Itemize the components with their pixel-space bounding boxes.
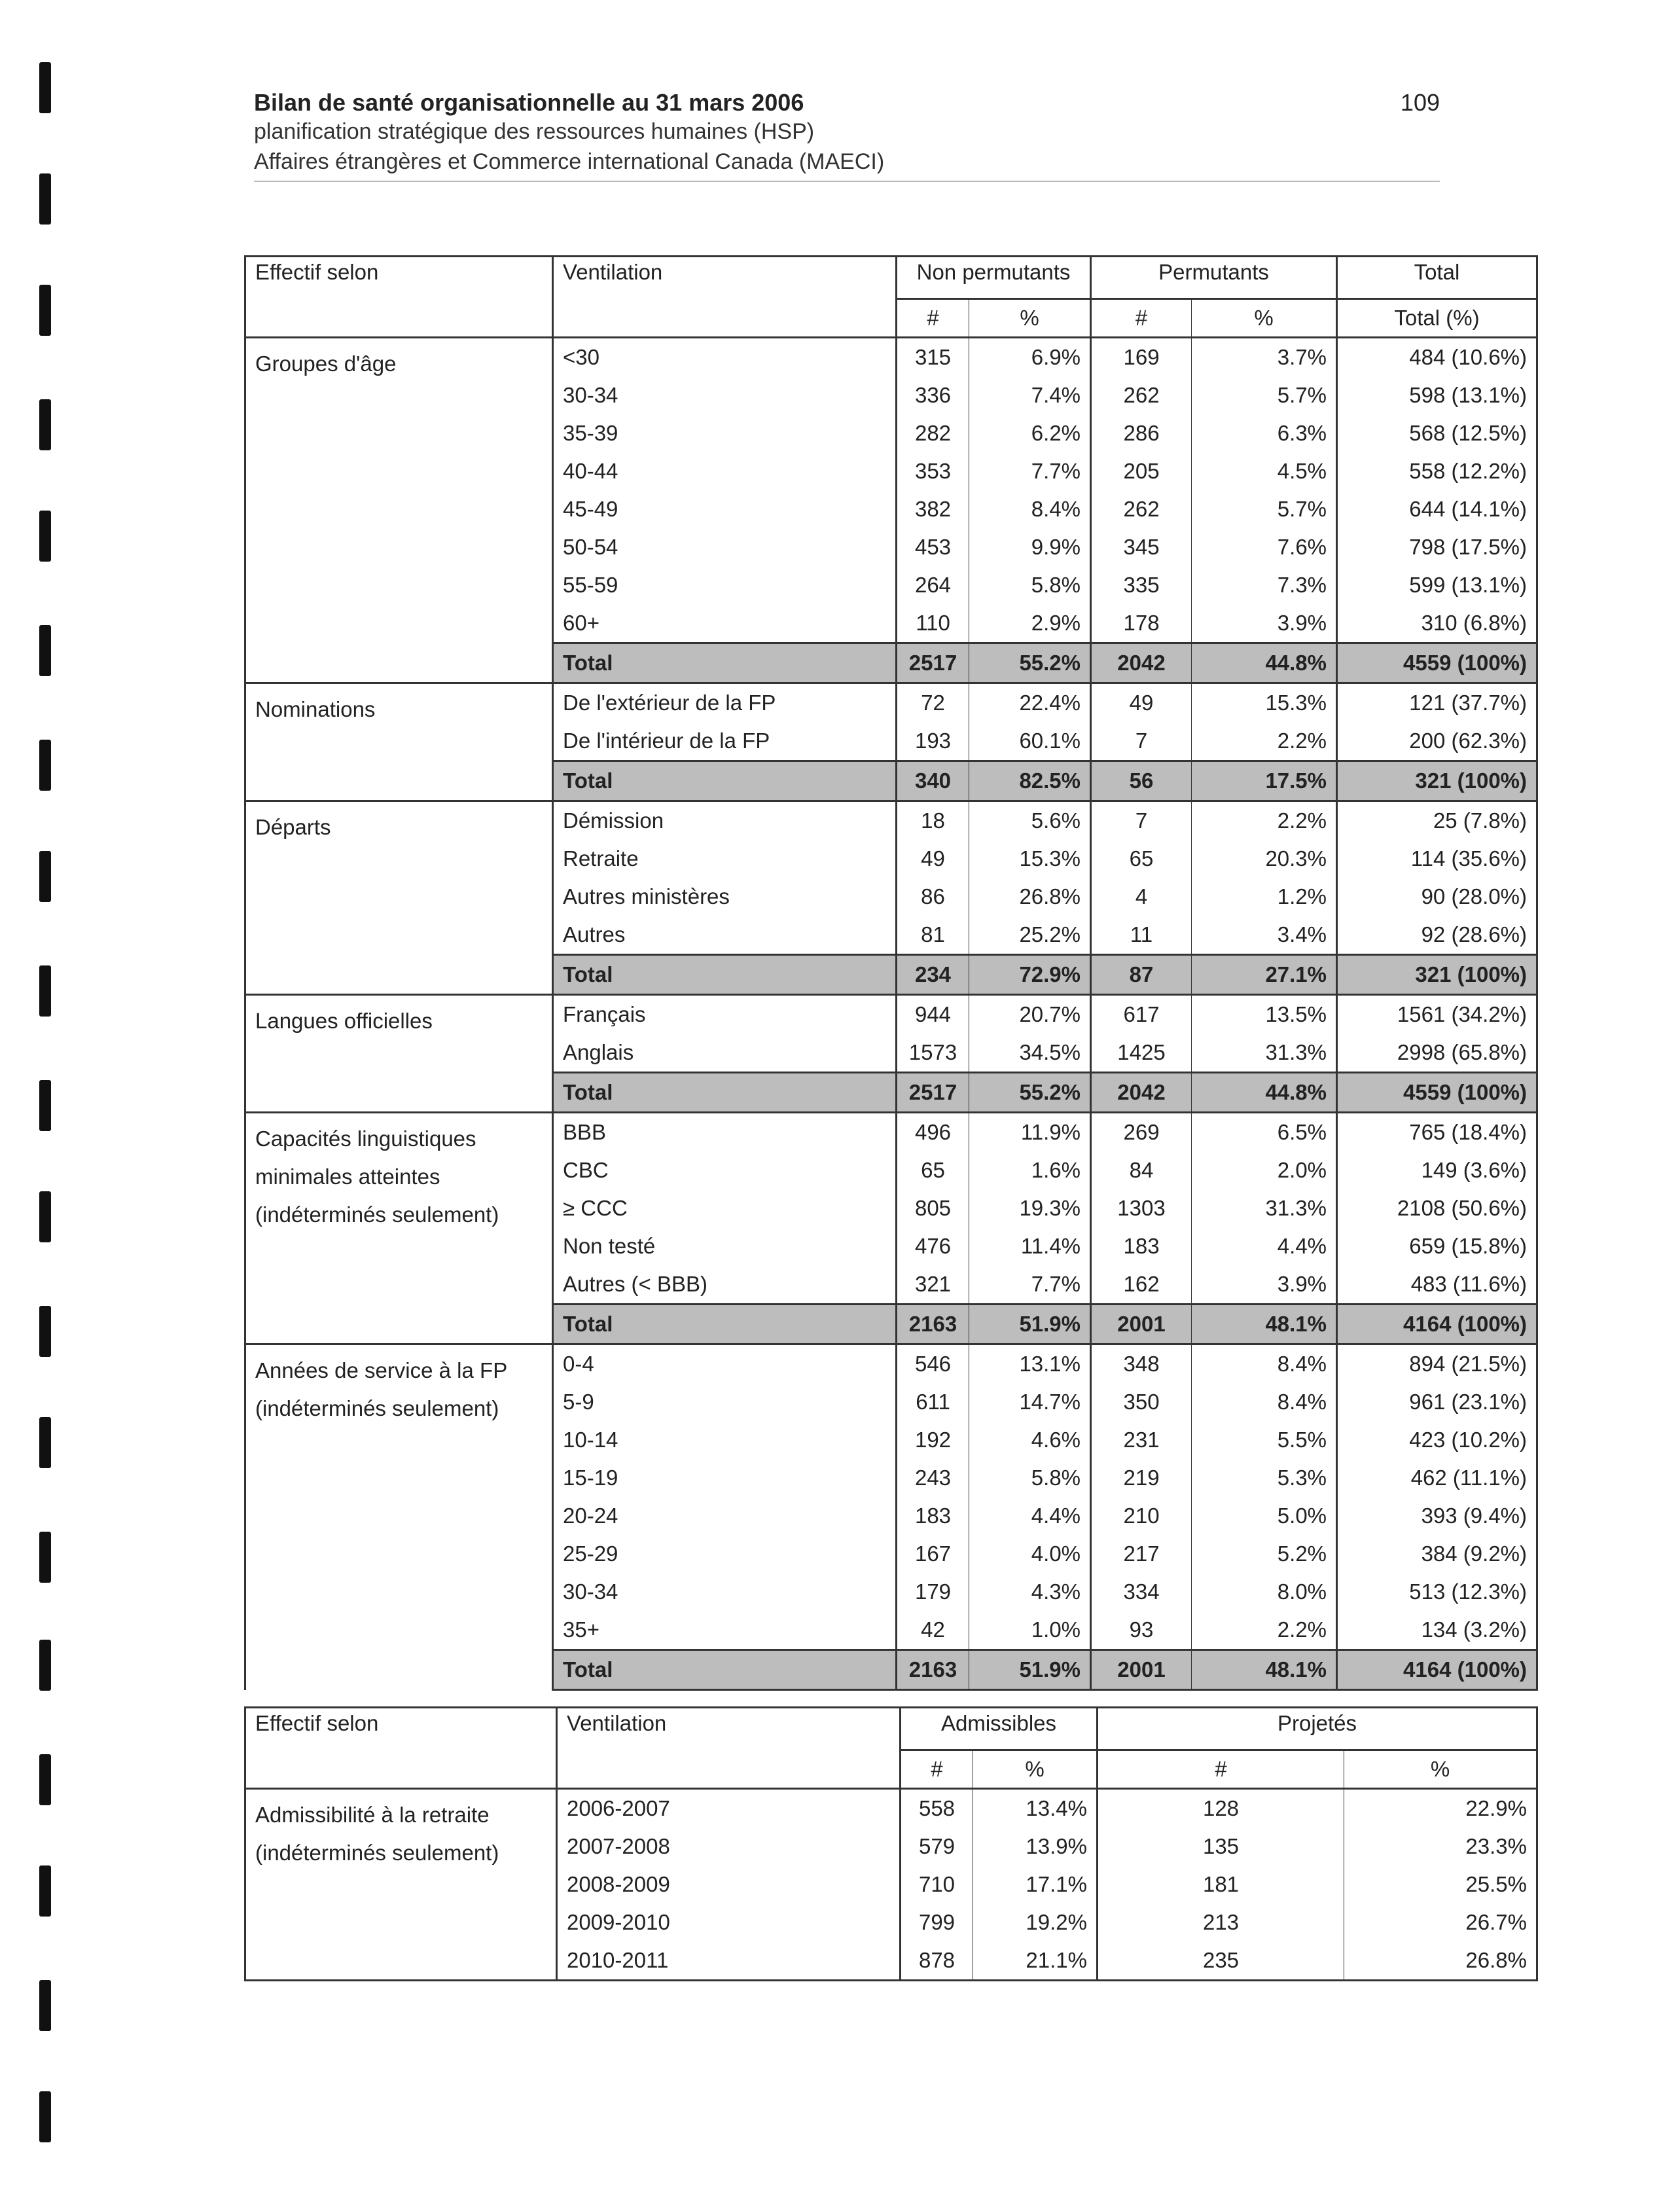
category-cell: Groupes d'âge [245, 338, 553, 683]
np-percent-cell: 26.8% [969, 878, 1091, 916]
p-count-cell: 84 [1091, 1151, 1192, 1189]
np-percent-cell: 7.7% [969, 452, 1091, 490]
np-count-cell: 321 [897, 1265, 969, 1305]
total-p-percent-cell: 44.8% [1192, 1073, 1337, 1113]
np-percent-cell: 4.4% [969, 1497, 1091, 1535]
total-cell: 200 (62.3%) [1337, 722, 1537, 761]
total-total-cell: 321 (100%) [1337, 761, 1537, 801]
np-count-cell: 81 [897, 916, 969, 955]
total-p-count-cell: 2001 [1091, 1305, 1192, 1344]
adm-percent-cell: 21.1% [973, 1941, 1098, 1981]
p-count-cell: 11 [1091, 916, 1192, 955]
total-cell: 149 (3.6%) [1337, 1151, 1537, 1189]
p-count-cell: 334 [1091, 1573, 1192, 1611]
total-cell: 393 (9.4%) [1337, 1497, 1537, 1535]
np-count-cell: 264 [897, 566, 969, 604]
binder-hole-mark [39, 511, 51, 562]
total-cell: 462 (11.1%) [1337, 1459, 1537, 1497]
p-count-cell: 262 [1091, 376, 1192, 414]
np-percent-cell: 15.3% [969, 840, 1091, 878]
category-cell: Années de service à la FP (indéterminés seulement) [245, 1344, 553, 1690]
np-count-cell: 110 [897, 604, 969, 643]
np-count-cell: 86 [897, 878, 969, 916]
retirement-table [244, 1706, 1538, 1981]
ventilation-cell: 30-34 [553, 376, 897, 414]
total-ventilation-cell: Total [553, 761, 897, 801]
binder-hole-mark [39, 1980, 51, 2031]
p-percent-cell: 5.2% [1192, 1535, 1337, 1573]
ventilation-cell: Autres (< BBB) [553, 1265, 897, 1305]
p-percent-cell: 31.3% [1192, 1189, 1337, 1227]
np-percent-cell: 8.4% [969, 490, 1091, 528]
category-cell: Admissibilité à la retraite (indéterminés seulement) [245, 1789, 557, 1981]
ventilation-cell: 0-4 [553, 1344, 897, 1384]
ventilation-cell: Anglais [553, 1034, 897, 1073]
ventilation-cell: Démission [553, 801, 897, 840]
ventilation-cell: 15-19 [553, 1459, 897, 1497]
p-count-cell: 348 [1091, 1344, 1192, 1384]
binder-hole-mark [39, 62, 51, 113]
total-ventilation-cell: Total [553, 1305, 897, 1344]
binder-hole-mark [39, 851, 51, 902]
category-cell: Capacités linguistiques minimales atteintes (indéterminés seulement) [245, 1113, 553, 1344]
total-cell: 2108 (50.6%) [1337, 1189, 1537, 1227]
header-permutants: Permutants [1091, 257, 1337, 299]
p-count-cell: 345 [1091, 528, 1192, 566]
ventilation-cell: 45-49 [553, 490, 897, 528]
binder-hole-mark [39, 2091, 51, 2142]
np-percent-cell: 5.8% [969, 566, 1091, 604]
np-count-cell: 336 [897, 376, 969, 414]
np-count-cell: 18 [897, 801, 969, 840]
total-ventilation-cell: Total [553, 955, 897, 995]
total-total-cell: 4559 (100%) [1337, 643, 1537, 683]
ventilation-cell: 55-59 [553, 566, 897, 604]
total-cell: 484 (10.6%) [1337, 338, 1537, 377]
ventilation-cell: 35-39 [553, 414, 897, 452]
ventilation-cell: 25-29 [553, 1535, 897, 1573]
proj-count-cell: 235 [1098, 1941, 1344, 1981]
total-cell: 798 (17.5%) [1337, 528, 1537, 566]
header-np-count: # [897, 299, 969, 338]
np-percent-cell: 6.9% [969, 338, 1091, 377]
np-count-cell: 243 [897, 1459, 969, 1497]
np-count-cell: 42 [897, 1611, 969, 1650]
workforce-table [244, 255, 1538, 1691]
p-percent-cell: 8.4% [1192, 1383, 1337, 1421]
total-cell: 961 (23.1%) [1337, 1383, 1537, 1421]
total-p-count-cell: 87 [1091, 955, 1192, 995]
total-cell: 310 (6.8%) [1337, 604, 1537, 643]
table-row [245, 995, 1537, 1034]
p-count-cell: 205 [1091, 452, 1192, 490]
total-cell: 558 (12.2%) [1337, 452, 1537, 490]
binder-hole-mark [39, 173, 51, 225]
np-percent-cell: 1.6% [969, 1151, 1091, 1189]
table-row [245, 801, 1537, 840]
np-count-cell: 193 [897, 722, 969, 761]
page-header [254, 89, 1440, 182]
table-row [245, 338, 1537, 377]
header-ventilation: Ventilation [553, 257, 897, 338]
np-percent-cell: 6.2% [969, 414, 1091, 452]
total-cell: 598 (13.1%) [1337, 376, 1537, 414]
total-cell: 90 (28.0%) [1337, 878, 1537, 916]
ventilation-cell: Non testé [553, 1227, 897, 1265]
p-percent-cell: 8.0% [1192, 1573, 1337, 1611]
total-ventilation-cell: Total [553, 1073, 897, 1113]
p-count-cell: 350 [1091, 1383, 1192, 1421]
ventilation-cell: Français [553, 995, 897, 1034]
header-total: Total [1337, 257, 1537, 299]
binder-hole-mark [39, 965, 51, 1017]
category-cell: Langues officielles [245, 995, 553, 1113]
adm-percent-cell: 13.9% [973, 1828, 1098, 1865]
p-percent-cell: 2.2% [1192, 722, 1337, 761]
np-count-cell: 453 [897, 528, 969, 566]
header2-effectif-selon: Effectif selon [245, 1708, 557, 1789]
adm-count-cell: 878 [901, 1941, 973, 1981]
header2-ventilation: Ventilation [557, 1708, 901, 1789]
p-count-cell: 7 [1091, 722, 1192, 761]
np-count-cell: 167 [897, 1535, 969, 1573]
total-np-count-cell: 2517 [897, 1073, 969, 1113]
p-count-cell: 4 [1091, 878, 1192, 916]
p-count-cell: 162 [1091, 1265, 1192, 1305]
total-cell: 2998 (65.8%) [1337, 1034, 1537, 1073]
proj-count-cell: 213 [1098, 1903, 1344, 1941]
total-cell: 121 (37.7%) [1337, 683, 1537, 723]
np-percent-cell: 9.9% [969, 528, 1091, 566]
np-count-cell: 496 [897, 1113, 969, 1152]
total-p-percent-cell: 44.8% [1192, 643, 1337, 683]
ventilation-cell: Autres ministères [553, 878, 897, 916]
year-cell: 2006-2007 [557, 1789, 901, 1828]
np-percent-cell: 1.0% [969, 1611, 1091, 1650]
proj-count-cell: 128 [1098, 1789, 1344, 1828]
p-percent-cell: 15.3% [1192, 683, 1337, 723]
total-total-cell: 4164 (100%) [1337, 1305, 1537, 1344]
total-p-percent-cell: 27.1% [1192, 955, 1337, 995]
np-percent-cell: 4.0% [969, 1535, 1091, 1573]
np-percent-cell: 34.5% [969, 1034, 1091, 1073]
header-admissibles: Admissibles [901, 1708, 1098, 1750]
ventilation-cell: ≥ CCC [553, 1189, 897, 1227]
p-count-cell: 169 [1091, 338, 1192, 377]
total-np-percent-cell: 51.9% [969, 1650, 1091, 1690]
p-percent-cell: 8.4% [1192, 1344, 1337, 1384]
p-percent-cell: 5.0% [1192, 1497, 1337, 1535]
ventilation-cell: 5-9 [553, 1383, 897, 1421]
np-count-cell: 805 [897, 1189, 969, 1227]
header-total-percent: Total (%) [1337, 299, 1537, 338]
total-np-count-cell: 2163 [897, 1650, 969, 1690]
ventilation-cell: 20-24 [553, 1497, 897, 1535]
total-np-count-cell: 234 [897, 955, 969, 995]
total-p-percent-cell: 48.1% [1192, 1650, 1337, 1690]
p-percent-cell: 20.3% [1192, 840, 1337, 878]
ventilation-cell: BBB [553, 1113, 897, 1152]
p-count-cell: 1303 [1091, 1189, 1192, 1227]
np-count-cell: 315 [897, 338, 969, 377]
p-count-cell: 7 [1091, 801, 1192, 840]
total-cell: 134 (3.2%) [1337, 1611, 1537, 1650]
np-percent-cell: 11.9% [969, 1113, 1091, 1152]
total-cell: 894 (21.5%) [1337, 1344, 1537, 1384]
header-non-permutants: Non permutants [897, 257, 1091, 299]
adm-count-cell: 799 [901, 1903, 973, 1941]
ventilation-cell: 30-34 [553, 1573, 897, 1611]
binder-hole-mark [39, 1865, 51, 1917]
total-np-count-cell: 2517 [897, 643, 969, 683]
p-percent-cell: 4.5% [1192, 452, 1337, 490]
department-name: Affaires étrangères et Commerce international Canada (MAECI) [254, 149, 885, 174]
np-count-cell: 476 [897, 1227, 969, 1265]
category-cell: Nominations [245, 683, 553, 801]
p-percent-cell: 2.2% [1192, 1611, 1337, 1650]
p-percent-cell: 5.7% [1192, 376, 1337, 414]
ventilation-cell: Retraite [553, 840, 897, 878]
binder-hole-mark [39, 1080, 51, 1131]
p-percent-cell: 31.3% [1192, 1034, 1337, 1073]
np-count-cell: 65 [897, 1151, 969, 1189]
np-count-cell: 382 [897, 490, 969, 528]
binder-hole-mark [39, 1640, 51, 1691]
p-percent-cell: 1.2% [1192, 878, 1337, 916]
header-effectif-selon: Effectif selon [245, 257, 553, 338]
adm-percent-cell: 17.1% [973, 1865, 1098, 1903]
table-row [245, 1789, 1537, 1828]
adm-percent-cell: 13.4% [973, 1789, 1098, 1828]
p-count-cell: 217 [1091, 1535, 1192, 1573]
p-count-cell: 49 [1091, 683, 1192, 723]
np-percent-cell: 11.4% [969, 1227, 1091, 1265]
binder-hole-mark [39, 1754, 51, 1805]
binder-hole-mark [39, 1532, 51, 1583]
ventilation-cell: 35+ [553, 1611, 897, 1650]
np-percent-cell: 7.4% [969, 376, 1091, 414]
np-count-cell: 49 [897, 840, 969, 878]
p-percent-cell: 5.3% [1192, 1459, 1337, 1497]
binder-hole-mark [39, 740, 51, 791]
p-percent-cell: 13.5% [1192, 995, 1337, 1034]
total-cell: 114 (35.6%) [1337, 840, 1537, 878]
p-count-cell: 210 [1091, 1497, 1192, 1535]
proj-percent-cell: 26.7% [1344, 1903, 1537, 1941]
ventilation-cell: 60+ [553, 604, 897, 643]
header-proj-percent: % [1344, 1750, 1537, 1789]
total-np-count-cell: 340 [897, 761, 969, 801]
p-count-cell: 93 [1091, 1611, 1192, 1650]
p-percent-cell: 5.7% [1192, 490, 1337, 528]
total-cell: 659 (15.8%) [1337, 1227, 1537, 1265]
p-percent-cell: 3.7% [1192, 338, 1337, 377]
binder-hole-mark [39, 1306, 51, 1357]
total-cell: 483 (11.6%) [1337, 1265, 1537, 1305]
p-count-cell: 269 [1091, 1113, 1192, 1152]
proj-percent-cell: 25.5% [1344, 1865, 1537, 1903]
p-percent-cell: 3.4% [1192, 916, 1337, 955]
total-np-percent-cell: 82.5% [969, 761, 1091, 801]
np-count-cell: 72 [897, 683, 969, 723]
header-proj-count: # [1098, 1750, 1344, 1789]
ventilation-cell: 10-14 [553, 1421, 897, 1459]
p-count-cell: 178 [1091, 604, 1192, 643]
np-count-cell: 183 [897, 1497, 969, 1535]
np-count-cell: 1573 [897, 1034, 969, 1073]
ventilation-cell: 40-44 [553, 452, 897, 490]
total-total-cell: 4559 (100%) [1337, 1073, 1537, 1113]
np-percent-cell: 7.7% [969, 1265, 1091, 1305]
np-percent-cell: 25.2% [969, 916, 1091, 955]
p-percent-cell: 4.4% [1192, 1227, 1337, 1265]
np-percent-cell: 14.7% [969, 1383, 1091, 1421]
np-percent-cell: 60.1% [969, 722, 1091, 761]
header-projetes: Projetés [1098, 1708, 1537, 1750]
ventilation-cell: <30 [553, 338, 897, 377]
p-percent-cell: 7.3% [1192, 566, 1337, 604]
ventilation-cell: 50-54 [553, 528, 897, 566]
binder-holes [39, 0, 59, 2198]
total-p-count-cell: 56 [1091, 761, 1192, 801]
proj-count-cell: 135 [1098, 1828, 1344, 1865]
total-cell: 423 (10.2%) [1337, 1421, 1537, 1459]
p-count-cell: 1425 [1091, 1034, 1192, 1073]
proj-count-cell: 181 [1098, 1865, 1344, 1903]
ventilation-cell: CBC [553, 1151, 897, 1189]
p-count-cell: 219 [1091, 1459, 1192, 1497]
np-percent-cell: 2.9% [969, 604, 1091, 643]
proj-percent-cell: 26.8% [1344, 1941, 1537, 1981]
np-percent-cell: 20.7% [969, 995, 1091, 1034]
total-cell: 92 (28.6%) [1337, 916, 1537, 955]
np-count-cell: 353 [897, 452, 969, 490]
np-percent-cell: 5.8% [969, 1459, 1091, 1497]
total-np-percent-cell: 72.9% [969, 955, 1091, 995]
header-adm-percent: % [973, 1750, 1098, 1789]
ventilation-cell: Autres [553, 916, 897, 955]
total-cell: 1561 (34.2%) [1337, 995, 1537, 1034]
np-count-cell: 192 [897, 1421, 969, 1459]
p-percent-cell: 2.0% [1192, 1151, 1337, 1189]
category-cell: Départs [245, 801, 553, 995]
total-p-count-cell: 2042 [1091, 1073, 1192, 1113]
np-count-cell: 282 [897, 414, 969, 452]
binder-hole-mark [39, 285, 51, 336]
np-count-cell: 546 [897, 1344, 969, 1384]
np-percent-cell: 4.6% [969, 1421, 1091, 1459]
year-cell: 2008-2009 [557, 1865, 901, 1903]
total-cell: 384 (9.2%) [1337, 1535, 1537, 1573]
ventilation-cell: De l'extérieur de la FP [553, 683, 897, 723]
binder-hole-mark [39, 399, 51, 450]
ventilation-cell: De l'intérieur de la FP [553, 722, 897, 761]
binder-hole-mark [39, 1191, 51, 1242]
total-np-percent-cell: 51.9% [969, 1305, 1091, 1344]
np-percent-cell: 5.6% [969, 801, 1091, 840]
binder-hole-mark [39, 625, 51, 676]
table-row [245, 1113, 1537, 1152]
p-percent-cell: 5.5% [1192, 1421, 1337, 1459]
total-np-percent-cell: 55.2% [969, 643, 1091, 683]
adm-count-cell: 558 [901, 1789, 973, 1828]
p-percent-cell: 3.9% [1192, 604, 1337, 643]
total-ventilation-cell: Total [553, 643, 897, 683]
p-percent-cell: 2.2% [1192, 801, 1337, 840]
page-number: 109 [1400, 89, 1440, 116]
header-p-percent: % [1192, 299, 1337, 338]
p-percent-cell: 3.9% [1192, 1265, 1337, 1305]
total-cell: 644 (14.1%) [1337, 490, 1537, 528]
np-count-cell: 944 [897, 995, 969, 1034]
total-total-cell: 321 (100%) [1337, 955, 1537, 995]
p-count-cell: 65 [1091, 840, 1192, 878]
header-adm-count: # [901, 1750, 973, 1789]
year-cell: 2009-2010 [557, 1903, 901, 1941]
total-cell: 513 (12.3%) [1337, 1573, 1537, 1611]
p-count-cell: 231 [1091, 1421, 1192, 1459]
p-count-cell: 262 [1091, 490, 1192, 528]
p-count-cell: 617 [1091, 995, 1192, 1034]
p-count-cell: 286 [1091, 414, 1192, 452]
year-cell: 2010-2011 [557, 1941, 901, 1981]
total-p-count-cell: 2001 [1091, 1650, 1192, 1690]
p-percent-cell: 7.6% [1192, 528, 1337, 566]
total-np-percent-cell: 55.2% [969, 1073, 1091, 1113]
total-cell: 765 (18.4%) [1337, 1113, 1537, 1152]
total-ventilation-cell: Total [553, 1650, 897, 1690]
np-percent-cell: 22.4% [969, 683, 1091, 723]
total-np-count-cell: 2163 [897, 1305, 969, 1344]
total-p-percent-cell: 48.1% [1192, 1305, 1337, 1344]
p-percent-cell: 6.5% [1192, 1113, 1337, 1152]
year-cell: 2007-2008 [557, 1828, 901, 1865]
table-row [245, 683, 1537, 723]
header-np-percent: % [969, 299, 1091, 338]
table-row [245, 1344, 1537, 1384]
np-count-cell: 611 [897, 1383, 969, 1421]
total-p-percent-cell: 17.5% [1192, 761, 1337, 801]
document-title: Bilan de santé organisationnelle au 31 mars 2006 [254, 89, 804, 116]
proj-percent-cell: 22.9% [1344, 1789, 1537, 1828]
total-cell: 568 (12.5%) [1337, 414, 1537, 452]
np-count-cell: 179 [897, 1573, 969, 1611]
binder-hole-mark [39, 1417, 51, 1468]
p-percent-cell: 6.3% [1192, 414, 1337, 452]
total-cell: 25 (7.8%) [1337, 801, 1537, 840]
np-percent-cell: 13.1% [969, 1344, 1091, 1384]
np-percent-cell: 4.3% [969, 1573, 1091, 1611]
document-subtitle: planification stratégique des ressources humaines (HSP) [254, 119, 815, 144]
total-cell: 599 (13.1%) [1337, 566, 1537, 604]
adm-count-cell: 710 [901, 1865, 973, 1903]
np-percent-cell: 19.3% [969, 1189, 1091, 1227]
proj-percent-cell: 23.3% [1344, 1828, 1537, 1865]
adm-percent-cell: 19.2% [973, 1903, 1098, 1941]
p-count-cell: 335 [1091, 566, 1192, 604]
header-p-count: # [1091, 299, 1192, 338]
total-total-cell: 4164 (100%) [1337, 1650, 1537, 1690]
adm-count-cell: 579 [901, 1828, 973, 1865]
p-count-cell: 183 [1091, 1227, 1192, 1265]
total-p-count-cell: 2042 [1091, 643, 1192, 683]
